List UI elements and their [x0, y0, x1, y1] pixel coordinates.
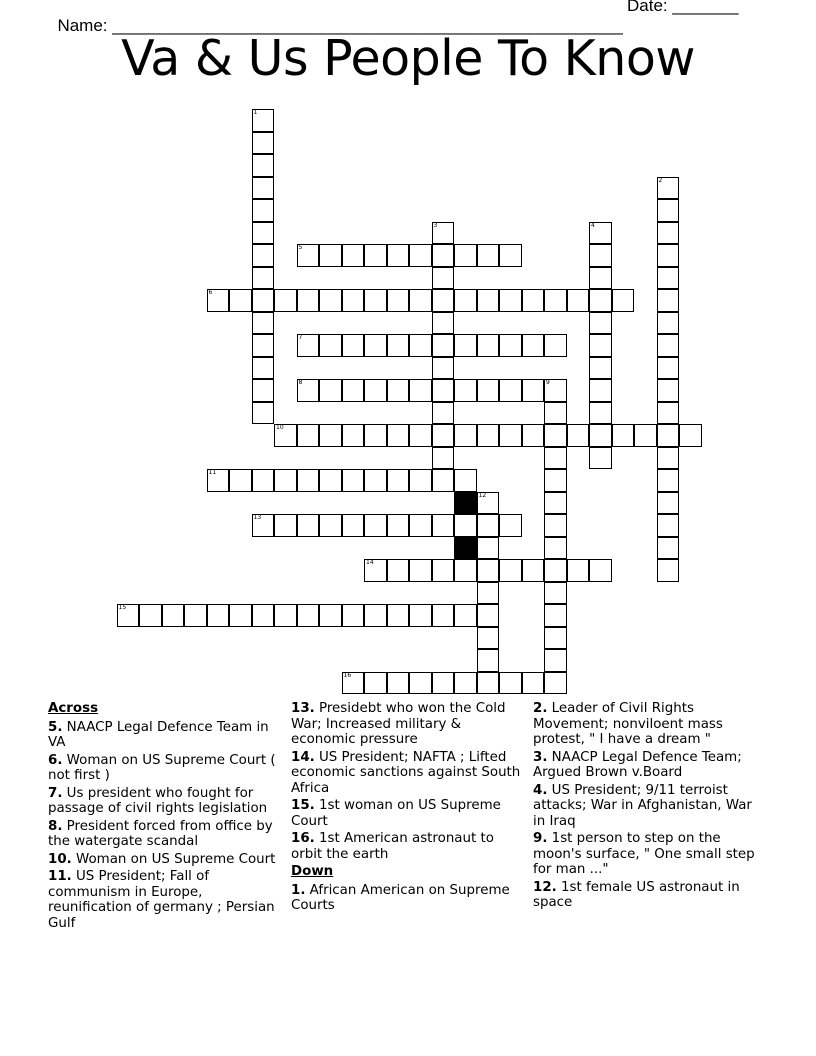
grid-cell[interactable] — [252, 199, 275, 222]
grid-cell[interactable] — [589, 244, 612, 267]
grid-cell[interactable] — [544, 537, 567, 560]
grid-cell[interactable] — [477, 627, 500, 650]
grid-cell[interactable] — [544, 447, 567, 470]
grid-cell[interactable] — [657, 469, 680, 492]
grid-cell[interactable] — [657, 379, 680, 402]
clue-number-label: 10 — [276, 424, 284, 431]
clue-text: Us president who fought for passage of civil rights legislation — [48, 785, 268, 816]
grid-cell[interactable] — [432, 357, 455, 380]
grid-cell[interactable] — [252, 469, 275, 492]
grid-cell[interactable] — [184, 604, 207, 627]
grid-cell[interactable] — [657, 447, 680, 470]
grid-cell[interactable] — [432, 379, 455, 402]
grid-cell[interactable] — [432, 559, 455, 582]
clue-number: 13. — [291, 701, 315, 716]
grid-cell[interactable] — [252, 402, 275, 425]
clue-number: 3. — [533, 749, 548, 765]
grid-cell[interactable] — [409, 469, 432, 492]
grid-cell[interactable] — [252, 132, 275, 155]
grid-cell[interactable] — [432, 244, 455, 267]
grid-cell[interactable] — [544, 649, 567, 672]
grid-cell[interactable] — [409, 424, 432, 447]
grid-cell[interactable] — [319, 334, 342, 357]
grid-cell[interactable] — [657, 267, 680, 290]
grid-cell[interactable] — [544, 424, 567, 447]
grid-cell[interactable] — [612, 424, 635, 447]
grid-cell[interactable] — [657, 514, 680, 537]
clue-across-8 — [48, 819, 278, 850]
grid-cell[interactable] — [297, 424, 320, 447]
grid-cell[interactable] — [499, 334, 522, 357]
grid-cell[interactable] — [499, 289, 522, 312]
grid-cell[interactable] — [544, 582, 567, 605]
clue-across-10 — [48, 852, 278, 868]
clue-text: African American on Supreme Courts — [291, 882, 510, 913]
clue-number-label: 9 — [546, 379, 550, 386]
clue-number: 15. — [291, 798, 315, 813]
clue-number: 2. — [533, 701, 548, 716]
grid-cell[interactable] — [477, 244, 500, 267]
grid-cell[interactable] — [319, 469, 342, 492]
clue-number: 6. — [48, 752, 63, 768]
grid-cell[interactable] — [364, 244, 387, 267]
clue-text: Presidebt who won the Cold War; Increased military & economic pressure — [291, 701, 506, 747]
grid-cell[interactable] — [544, 604, 567, 627]
clue-across-13 — [291, 701, 527, 748]
grid-cell[interactable] — [409, 379, 432, 402]
grid-cell[interactable] — [229, 289, 252, 312]
grid-cell[interactable] — [364, 424, 387, 447]
grid-cell-blocked — [454, 537, 477, 560]
grid-cell[interactable] — [252, 244, 275, 267]
grid-cell[interactable] — [387, 469, 410, 492]
clue-number: 14. — [291, 749, 315, 765]
grid-cell[interactable] — [409, 334, 432, 357]
grid-cell[interactable] — [342, 289, 365, 312]
grid-cell[interactable] — [454, 244, 477, 267]
grid-cell[interactable] — [454, 379, 477, 402]
grid-cell[interactable] — [387, 244, 410, 267]
grid-cell[interactable] — [409, 514, 432, 537]
grid-cell[interactable] — [432, 514, 455, 537]
clue-number: 1. — [291, 882, 306, 898]
grid-cell[interactable] — [589, 559, 612, 582]
clues-column-1 — [48, 701, 278, 933]
grid-cell[interactable] — [477, 604, 500, 627]
clue-down-4 — [533, 783, 765, 830]
grid-cell[interactable] — [252, 177, 275, 200]
clue-down-9 — [533, 831, 765, 878]
grid-cell[interactable] — [409, 672, 432, 695]
clue-text: NAACP Legal Defence Team in VA — [48, 719, 269, 750]
grid-cell[interactable] — [589, 334, 612, 357]
clue-number-label: 4 — [591, 221, 595, 229]
clues-column-3 — [533, 701, 765, 913]
grid-cell[interactable] — [432, 447, 455, 470]
grid-cell[interactable] — [364, 289, 387, 312]
grid-cell[interactable] — [477, 379, 500, 402]
clue-across-11 — [48, 869, 278, 931]
grid-cell[interactable] — [477, 514, 500, 537]
grid-cell[interactable] — [252, 222, 275, 245]
grid-cell[interactable] — [657, 199, 680, 222]
clue-text: 1st woman on US Supreme Court — [291, 798, 501, 829]
clue-text: US President; NAFTA ; Lifted economic sanctions against South Africa — [291, 749, 521, 796]
grid-cell[interactable] — [567, 289, 590, 312]
clue-text: 1st American astronaut to orbit the earth — [291, 831, 494, 862]
grid-cell[interactable] — [387, 514, 410, 537]
grid-cell[interactable] — [319, 289, 342, 312]
grid-cell[interactable] — [477, 289, 500, 312]
grid-cell[interactable] — [387, 334, 410, 357]
grid-cell[interactable] — [432, 424, 455, 447]
clue-number: 9. — [533, 831, 548, 846]
grid-cell[interactable] — [409, 244, 432, 267]
grid-cell[interactable] — [657, 244, 680, 267]
clue-down-2 — [533, 701, 765, 748]
grid-cell[interactable] — [499, 424, 522, 447]
grid-cell[interactable] — [477, 582, 500, 605]
grid-cell[interactable] — [207, 604, 230, 627]
grid-cell[interactable] — [454, 514, 477, 537]
grid-cell[interactable] — [297, 514, 320, 537]
grid-cell[interactable] — [252, 154, 275, 177]
grid-cell[interactable] — [409, 559, 432, 582]
grid-cell[interactable] — [657, 312, 680, 335]
grid-cell[interactable] — [499, 672, 522, 695]
clue-text: 1st person to step on the moon's surface, " One small step for man ..." — [533, 831, 755, 877]
date-label: Date: _______ — [627, 0, 739, 15]
clue-text: US President; 9/11 terroist attacks; War in Afghanistan, War in Iraq — [533, 782, 752, 829]
grid-cell[interactable] — [252, 109, 275, 132]
grid-cell[interactable] — [387, 424, 410, 447]
down-heading: Down — [291, 864, 334, 879]
grid-cell[interactable] — [567, 424, 590, 447]
grid-cell[interactable] — [274, 514, 297, 537]
grid-cell[interactable] — [207, 469, 230, 492]
grid-cell[interactable] — [229, 604, 252, 627]
grid-cell[interactable] — [409, 289, 432, 312]
grid-cell[interactable] — [477, 424, 500, 447]
clue-text: US President; Fall of communism in Europe, reunification of germany ; Persian Gulf — [48, 869, 275, 931]
grid-cell[interactable] — [432, 402, 455, 425]
grid-cell[interactable] — [657, 424, 680, 447]
grid-cell[interactable] — [589, 312, 612, 335]
grid-cell[interactable] — [364, 469, 387, 492]
grid-cell[interactable] — [634, 424, 657, 447]
clue-text: 1st female US astronaut in space — [533, 879, 740, 910]
grid-cell[interactable] — [319, 424, 342, 447]
grid-cell[interactable] — [679, 424, 702, 447]
grid-cell[interactable] — [274, 604, 297, 627]
grid-cell[interactable] — [544, 514, 567, 537]
clue-down-12 — [533, 880, 765, 911]
grid-cell[interactable] — [589, 402, 612, 425]
grid-cell[interactable] — [387, 672, 410, 695]
grid-cell[interactable] — [274, 289, 297, 312]
grid-cell[interactable] — [589, 424, 612, 447]
grid-cell[interactable] — [544, 559, 567, 582]
grid-cell[interactable] — [252, 289, 275, 312]
grid-cell[interactable] — [499, 514, 522, 537]
grid-cell[interactable] — [387, 289, 410, 312]
grid-cell[interactable] — [432, 222, 455, 245]
grid-cell[interactable] — [297, 379, 320, 402]
grid-cell[interactable] — [432, 334, 455, 357]
grid-cell[interactable] — [319, 604, 342, 627]
grid-cell-blocked — [454, 492, 477, 515]
puzzle-title: Va & Us People To Know — [121, 30, 695, 87]
grid-cell[interactable] — [454, 672, 477, 695]
grid-cell[interactable] — [454, 334, 477, 357]
grid-cell[interactable] — [657, 402, 680, 425]
grid-cell[interactable] — [252, 514, 275, 537]
grid-cell[interactable] — [117, 604, 140, 627]
clue-number-label: 6 — [208, 289, 213, 296]
grid-cell[interactable] — [297, 604, 320, 627]
grid-cell[interactable] — [544, 402, 567, 425]
clue-number-label: 1 — [253, 109, 258, 116]
grid-cell[interactable] — [477, 559, 500, 582]
grid-cell[interactable] — [319, 379, 342, 402]
grid-cell[interactable] — [364, 514, 387, 537]
grid-cell[interactable] — [342, 424, 365, 447]
grid-cell[interactable] — [477, 492, 500, 515]
grid-cell[interactable] — [657, 177, 680, 200]
across-heading: Across — [48, 701, 99, 716]
grid-cell[interactable] — [252, 334, 275, 357]
grid-cell[interactable] — [544, 289, 567, 312]
grid-cell[interactable] — [342, 514, 365, 537]
grid-cell[interactable] — [477, 537, 500, 560]
grid-cell[interactable] — [454, 604, 477, 627]
grid-cell[interactable] — [297, 289, 320, 312]
grid-cell[interactable] — [499, 244, 522, 267]
grid-cell[interactable] — [499, 559, 522, 582]
clue-number-label: 2 — [658, 176, 663, 184]
clue-text: President forced from office by the watergate scandal — [48, 818, 273, 849]
grid-cell[interactable] — [319, 514, 342, 537]
grid-cell[interactable] — [364, 334, 387, 357]
grid-cell[interactable] — [454, 559, 477, 582]
clue-number-label: 14 — [366, 559, 374, 566]
grid-cell[interactable] — [657, 222, 680, 245]
grid-cell[interactable] — [252, 357, 275, 380]
clue-down-3 — [533, 750, 765, 781]
clues-column-2 — [291, 701, 527, 916]
grid-cell[interactable] — [544, 492, 567, 515]
clue-number-label: 16 — [343, 671, 352, 679]
clue-number-label: 7 — [298, 334, 303, 341]
grid-cell[interactable] — [432, 604, 455, 627]
grid-cell[interactable] — [274, 469, 297, 492]
clue-number-label: 3 — [433, 221, 438, 229]
grid-cell[interactable] — [319, 244, 342, 267]
grid-cell[interactable] — [544, 627, 567, 650]
grid-cell[interactable] — [522, 672, 545, 695]
grid-cell[interactable] — [432, 312, 455, 335]
clue-down-1 — [291, 883, 527, 914]
grid-cell[interactable] — [522, 334, 545, 357]
grid-cell[interactable] — [657, 334, 680, 357]
grid-cell[interactable] — [612, 289, 635, 312]
grid-cell[interactable] — [657, 357, 680, 380]
grid-cell[interactable] — [589, 267, 612, 290]
grid-cell[interactable] — [567, 559, 590, 582]
grid-cell[interactable] — [657, 537, 680, 560]
grid-cell[interactable] — [499, 379, 522, 402]
grid-cell[interactable] — [477, 334, 500, 357]
name-label: Name: ______________________________________________________ — [57, 16, 623, 35]
clue-number: 10. — [48, 851, 72, 867]
grid-cell[interactable] — [387, 379, 410, 402]
clue-number: 16. — [291, 831, 315, 846]
grid-cell[interactable] — [589, 289, 612, 312]
grid-cell[interactable] — [522, 289, 545, 312]
grid-cell[interactable] — [364, 379, 387, 402]
clue-number-label: 15 — [118, 604, 127, 611]
grid-cell[interactable] — [342, 672, 365, 695]
clue-number: 8. — [48, 818, 63, 834]
clue-across-16 — [291, 831, 527, 862]
clue-across-14 — [291, 750, 527, 797]
clue-across-6 — [48, 753, 278, 784]
grid-cell[interactable] — [522, 424, 545, 447]
grid-cell[interactable] — [432, 289, 455, 312]
clue-text: Leader of Civil Rights Movement; nonviloent mass protest, " I have a dream " — [533, 701, 723, 747]
grid-cell[interactable] — [409, 604, 432, 627]
grid-cell[interactable] — [589, 447, 612, 470]
grid-cell[interactable] — [454, 469, 477, 492]
grid-cell[interactable] — [432, 267, 455, 290]
grid-cell[interactable] — [297, 244, 320, 267]
grid-cell[interactable] — [477, 672, 500, 695]
clue-number: 12. — [533, 879, 557, 895]
grid-cell[interactable] — [207, 289, 230, 312]
grid-cell[interactable] — [522, 379, 545, 402]
clue-text: Woman on US Supreme Court ( not first ) — [48, 752, 276, 783]
grid-cell[interactable] — [252, 267, 275, 290]
clue-number-label: 12 — [478, 491, 487, 499]
grid-cell[interactable] — [589, 379, 612, 402]
clue-across-5 — [48, 720, 278, 751]
grid-cell[interactable] — [364, 559, 387, 582]
grid-cell[interactable] — [589, 222, 612, 245]
grid-cell[interactable] — [297, 334, 320, 357]
grid-cell[interactable] — [139, 604, 162, 627]
grid-cell[interactable] — [544, 379, 567, 402]
grid-cell[interactable] — [454, 289, 477, 312]
grid-cell[interactable] — [342, 334, 365, 357]
grid-cell[interactable] — [657, 289, 680, 312]
grid-cell[interactable] — [387, 604, 410, 627]
grid-cell[interactable] — [522, 559, 545, 582]
grid-cell[interactable] — [657, 559, 680, 582]
grid-cell[interactable] — [544, 334, 567, 357]
grid-cell[interactable] — [477, 649, 500, 672]
clue-number: 4. — [533, 782, 548, 798]
clue-number-label: 11 — [208, 469, 217, 476]
grid-cell[interactable] — [364, 672, 387, 695]
clue-number-label: 13 — [253, 514, 262, 521]
grid-cell[interactable] — [274, 424, 297, 447]
grid-cell[interactable] — [342, 604, 365, 627]
clue-text: NAACP Legal Defence Team; Argued Brown v.Board — [533, 749, 742, 780]
grid-cell[interactable] — [657, 492, 680, 515]
grid-cell[interactable] — [387, 559, 410, 582]
grid-cell[interactable] — [342, 244, 365, 267]
grid-cell[interactable] — [252, 379, 275, 402]
grid-cell[interactable] — [454, 424, 477, 447]
grid-cell[interactable] — [432, 469, 455, 492]
clue-number: 5. — [48, 719, 63, 735]
clue-across-7 — [48, 786, 278, 817]
grid-cell[interactable] — [544, 469, 567, 492]
clue-number: 7. — [48, 785, 63, 801]
clue-number-label: 5 — [298, 244, 303, 251]
grid-cell[interactable] — [342, 379, 365, 402]
grid-cell[interactable] — [589, 357, 612, 380]
grid-cell[interactable] — [252, 604, 275, 627]
grid-cell[interactable] — [297, 469, 320, 492]
grid-cell[interactable] — [432, 672, 455, 695]
clue-across-15 — [291, 798, 527, 829]
grid-cell[interactable] — [229, 469, 252, 492]
grid-cell[interactable] — [364, 604, 387, 627]
grid-cell[interactable] — [252, 312, 275, 335]
clue-number: 11. — [48, 869, 72, 884]
grid-cell[interactable] — [162, 604, 185, 627]
grid-cell[interactable] — [544, 672, 567, 695]
clue-text: Woman on US Supreme Court — [76, 851, 276, 867]
clue-number-label: 8 — [298, 379, 303, 386]
grid-cell[interactable] — [342, 469, 365, 492]
